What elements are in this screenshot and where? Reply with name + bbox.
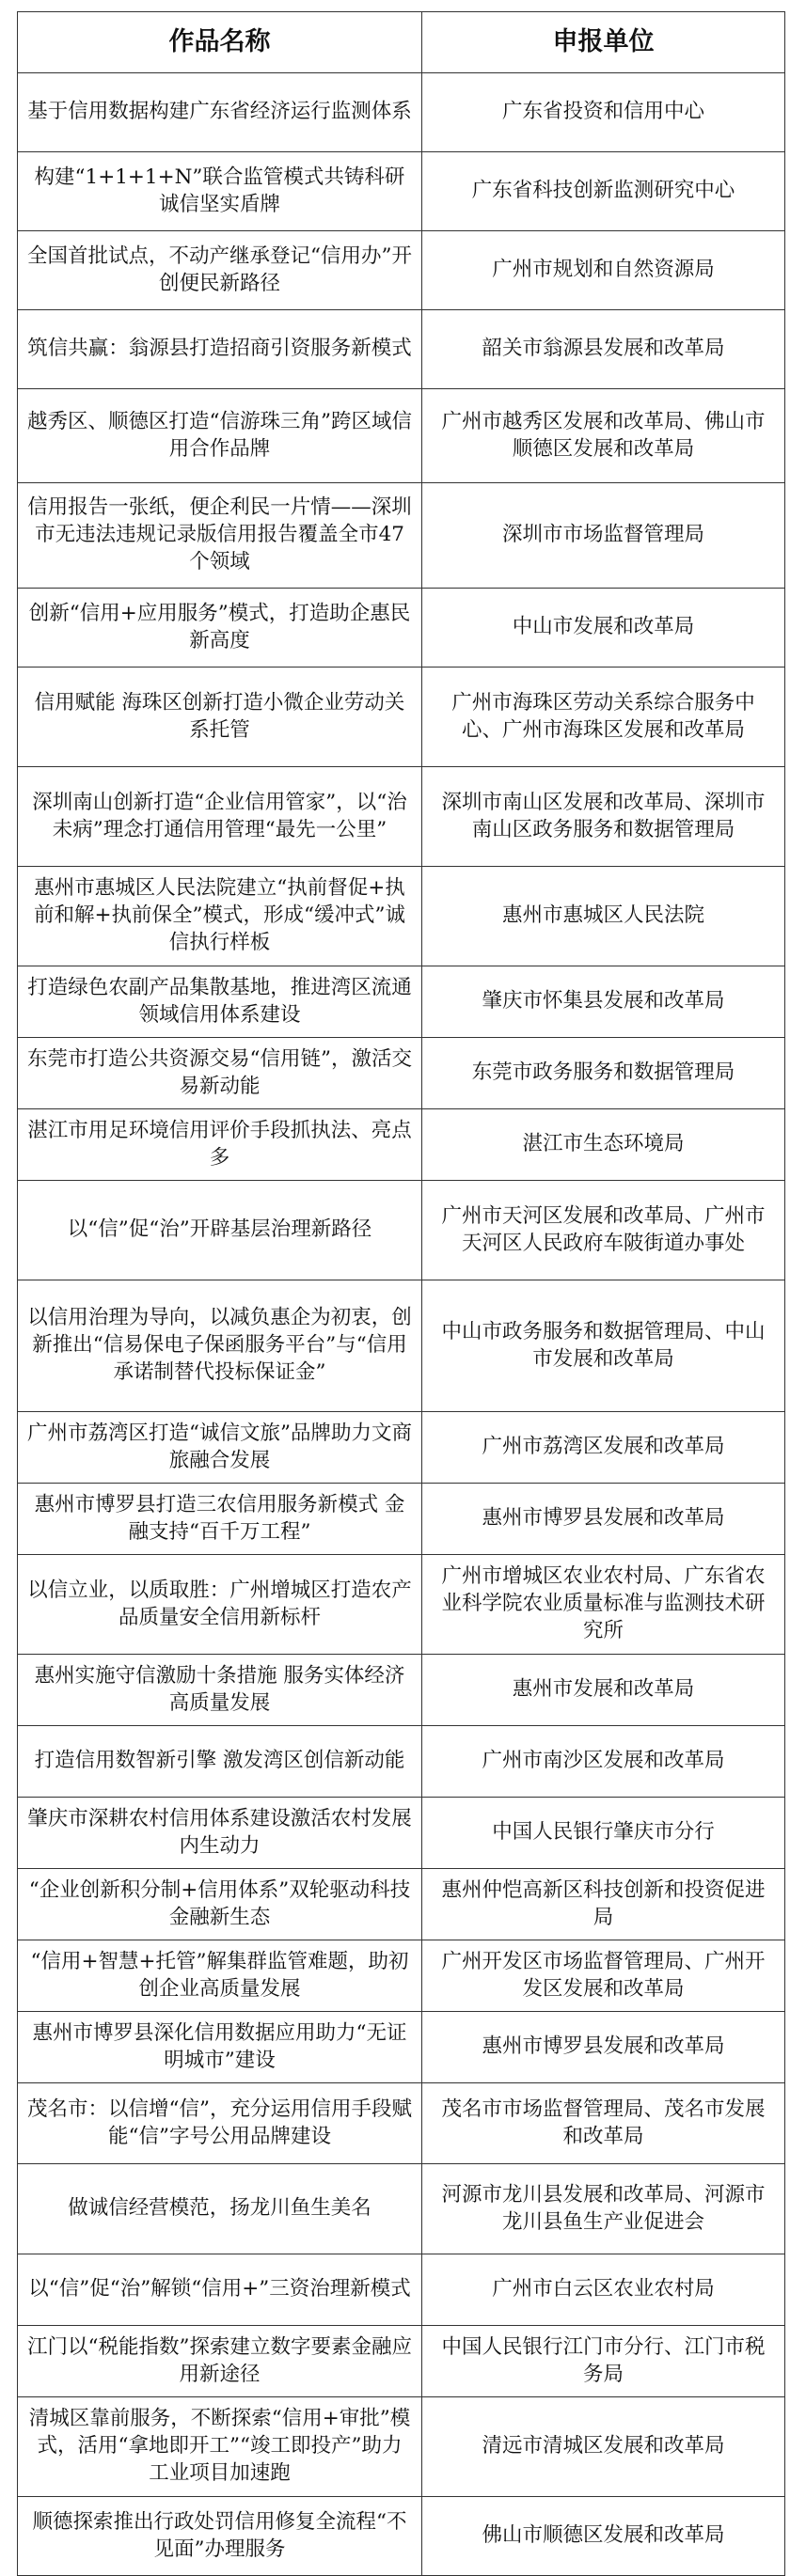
cell-applicant-unit: 广东省投资和信用中心 [422, 73, 785, 152]
cell-applicant-unit: 广州市海珠区劳动关系综合服务中心、广州市海珠区发展和改革局 [422, 668, 785, 767]
cell-work-name: 深圳南山创新打造“企业信用管家”，以“治未病”理念打通信用管理“最先一公里” [18, 767, 422, 867]
cell-applicant-unit: 广州市白云区农业农村局 [422, 2254, 785, 2326]
cell-applicant-unit: 佛山市顺德区发展和改革局 [422, 2497, 785, 2576]
cell-work-name: 以信用治理为导向，以减负惠企为初衷，创新推出“信易保电子保函服务平台”与“信用承诺制替代投标保证金” [18, 1280, 422, 1412]
header-work-name: 作品名称 [18, 12, 422, 73]
table-row [18, 2083, 785, 2164]
cell-applicant-unit: 惠州市博罗县发展和改革局 [422, 1484, 785, 1555]
cell-work-name: 肇庆市深耕农村信用体系建设激活农村发展内生动力 [18, 1798, 422, 1869]
table-row [18, 1555, 785, 1655]
table-row [18, 1412, 785, 1484]
cell-work-name: 创新“信用+应用服务”模式，打造助企惠民新高度 [18, 589, 422, 668]
cell-applicant-unit: 惠州市博罗县发展和改革局 [422, 2012, 785, 2083]
table-row [18, 2497, 785, 2576]
table-row [18, 1869, 785, 1940]
cell-applicant-unit: 广州市规划和自然资源局 [422, 231, 785, 310]
table-row [18, 1798, 785, 1869]
cell-applicant-unit: 广州开发区市场监督管理局、广州开发区发展和改革局 [422, 1940, 785, 2012]
cell-applicant-unit: 中山市政务服务和数据管理局、中山市发展和改革局 [422, 1280, 785, 1412]
cell-work-name: “企业创新积分制+信用体系”双轮驱动科技金融新生态 [18, 1869, 422, 1940]
cell-applicant-unit: 深圳市南山区发展和改革局、深圳市南山区政务服务和数据管理局 [422, 767, 785, 867]
table-row [18, 1726, 785, 1798]
table-row [18, 310, 785, 389]
cell-applicant-unit: 河源市龙川县发展和改革局、河源市龙川县鱼生产业促进会 [422, 2164, 785, 2254]
cell-work-name: 打造绿色农副产品集散基地，推进湾区流通领域信用体系建设 [18, 966, 422, 1038]
cell-applicant-unit: 清远市清城区发展和改革局 [422, 2397, 785, 2497]
cell-applicant-unit: 东莞市政务服务和数据管理局 [422, 1038, 785, 1109]
cell-applicant-unit: 中国人民银行肇庆市分行 [422, 1798, 785, 1869]
cell-work-name: 越秀区、顺德区打造“信游珠三角”跨区域信用合作品牌 [18, 389, 422, 483]
table-row [18, 1038, 785, 1109]
cell-applicant-unit: 广州市荔湾区发展和改革局 [422, 1412, 785, 1484]
cell-work-name: 信用报告一张纸，便企利民一片情——深圳市无违法违规记录版信用报告覆盖全市47个领域 [18, 483, 422, 589]
table-row [18, 867, 785, 966]
cell-work-name: 湛江市用足环境信用评价手段抓执法、亮点多 [18, 1109, 422, 1181]
table-row [18, 1109, 785, 1181]
cell-work-name: 清城区靠前服务，不断探索“信用+审批”模式，活用“拿地即开工”“竣工即投产”助力工业项目加速跑 [18, 2397, 422, 2497]
cell-work-name: 做诚信经营模范，扬龙川鱼生美名 [18, 2164, 422, 2254]
cell-work-name: 以“信”促“治”开辟基层治理新路径 [18, 1181, 422, 1280]
table-row [18, 1181, 785, 1280]
cell-work-name: 基于信用数据构建广东省经济运行监测体系 [18, 73, 422, 152]
cell-work-name: 构建“1+1+1+N”联合监管模式共铸科研诚信坚实盾牌 [18, 152, 422, 231]
cell-applicant-unit: 中国人民银行江门市分行、江门市税务局 [422, 2326, 785, 2397]
table-row [18, 668, 785, 767]
cell-work-name: 惠州市博罗县深化信用数据应用助力“无证明城市”建设 [18, 2012, 422, 2083]
cell-work-name: “信用+智慧+托管”解集群监管难题，助初创企业高质量发展 [18, 1940, 422, 2012]
table-row [18, 2326, 785, 2397]
cell-work-name: 广州市荔湾区打造“诚信文旅”品牌助力文商旅融合发展 [18, 1412, 422, 1484]
cell-work-name: 东莞市打造公共资源交易“信用链”，激活交易新动能 [18, 1038, 422, 1109]
table-row [18, 767, 785, 867]
cell-work-name: 打造信用数智新引擎 激发湾区创信新动能 [18, 1726, 422, 1798]
cell-work-name: 筑信共赢：翁源县打造招商引资服务新模式 [18, 310, 422, 389]
table-row [18, 73, 785, 152]
cell-applicant-unit: 深圳市市场监督管理局 [422, 483, 785, 589]
table-header-row [18, 12, 785, 73]
table-row [18, 1940, 785, 2012]
cell-applicant-unit: 广州市增城区农业农村局、广东省农业科学院农业质量标准与监测技术研究所 [422, 1555, 785, 1655]
cell-applicant-unit: 广州市天河区发展和改革局、广州市天河区人民政府车陂街道办事处 [422, 1181, 785, 1280]
cell-applicant-unit: 韶关市翁源县发展和改革局 [422, 310, 785, 389]
cell-applicant-unit: 广州市南沙区发展和改革局 [422, 1726, 785, 1798]
table-row [18, 1484, 785, 1555]
cell-work-name: 信用赋能 海珠区创新打造小微企业劳动关系托管 [18, 668, 422, 767]
header-applicant-unit: 申报单位 [422, 12, 785, 73]
table-row [18, 2012, 785, 2083]
cell-work-name: 顺德探索推出行政处罚信用修复全流程“不见面”办理服务 [18, 2497, 422, 2576]
table-row [18, 483, 785, 589]
table-row [18, 966, 785, 1038]
cell-work-name: 江门以“税能指数”探索建立数字要素金融应用新途径 [18, 2326, 422, 2397]
cell-applicant-unit: 肇庆市怀集县发展和改革局 [422, 966, 785, 1038]
cell-applicant-unit: 中山市发展和改革局 [422, 589, 785, 668]
table-row [18, 2397, 785, 2497]
cell-work-name: 以“信”促“治”解锁“信用+”三资治理新模式 [18, 2254, 422, 2326]
cell-work-name: 茂名市：以信增“信”，充分运用信用手段赋能“信”字号公用品牌建设 [18, 2083, 422, 2164]
table-row [18, 2164, 785, 2254]
cell-applicant-unit: 茂名市市场监督管理局、茂名市发展和改革局 [422, 2083, 785, 2164]
table-row [18, 152, 785, 231]
table-row [18, 389, 785, 483]
cell-work-name: 惠州实施守信激励十条措施 服务实体经济高质量发展 [18, 1655, 422, 1726]
cell-applicant-unit: 惠州仲恺高新区科技创新和投资促进局 [422, 1869, 785, 1940]
cell-work-name: 惠州市博罗县打造三农信用服务新模式 金融支持“百千万工程” [18, 1484, 422, 1555]
cell-applicant-unit: 广州市越秀区发展和改革局、佛山市顺德区发展和改革局 [422, 389, 785, 483]
table-row [18, 2254, 785, 2326]
table-row [18, 231, 785, 310]
cell-applicant-unit: 惠州市发展和改革局 [422, 1655, 785, 1726]
cell-applicant-unit: 惠州市惠城区人民法院 [422, 867, 785, 966]
table-row [18, 1280, 785, 1412]
cell-work-name: 惠州市惠城区人民法院建立“执前督促+执前和解+执前保全”模式，形成“缓冲式”诚信执行样板 [18, 867, 422, 966]
table-row [18, 1655, 785, 1726]
cell-applicant-unit: 广东省科技创新监测研究中心 [422, 152, 785, 231]
cell-applicant-unit: 湛江市生态环境局 [422, 1109, 785, 1181]
cell-work-name: 全国首批试点，不动产继承登记“信用办”开创便民新路径 [18, 231, 422, 310]
cell-work-name: 以信立业，以质取胜：广州增城区打造农产品质量安全信用新标杆 [18, 1555, 422, 1655]
award-list-table [17, 11, 785, 2576]
table-row [18, 589, 785, 668]
